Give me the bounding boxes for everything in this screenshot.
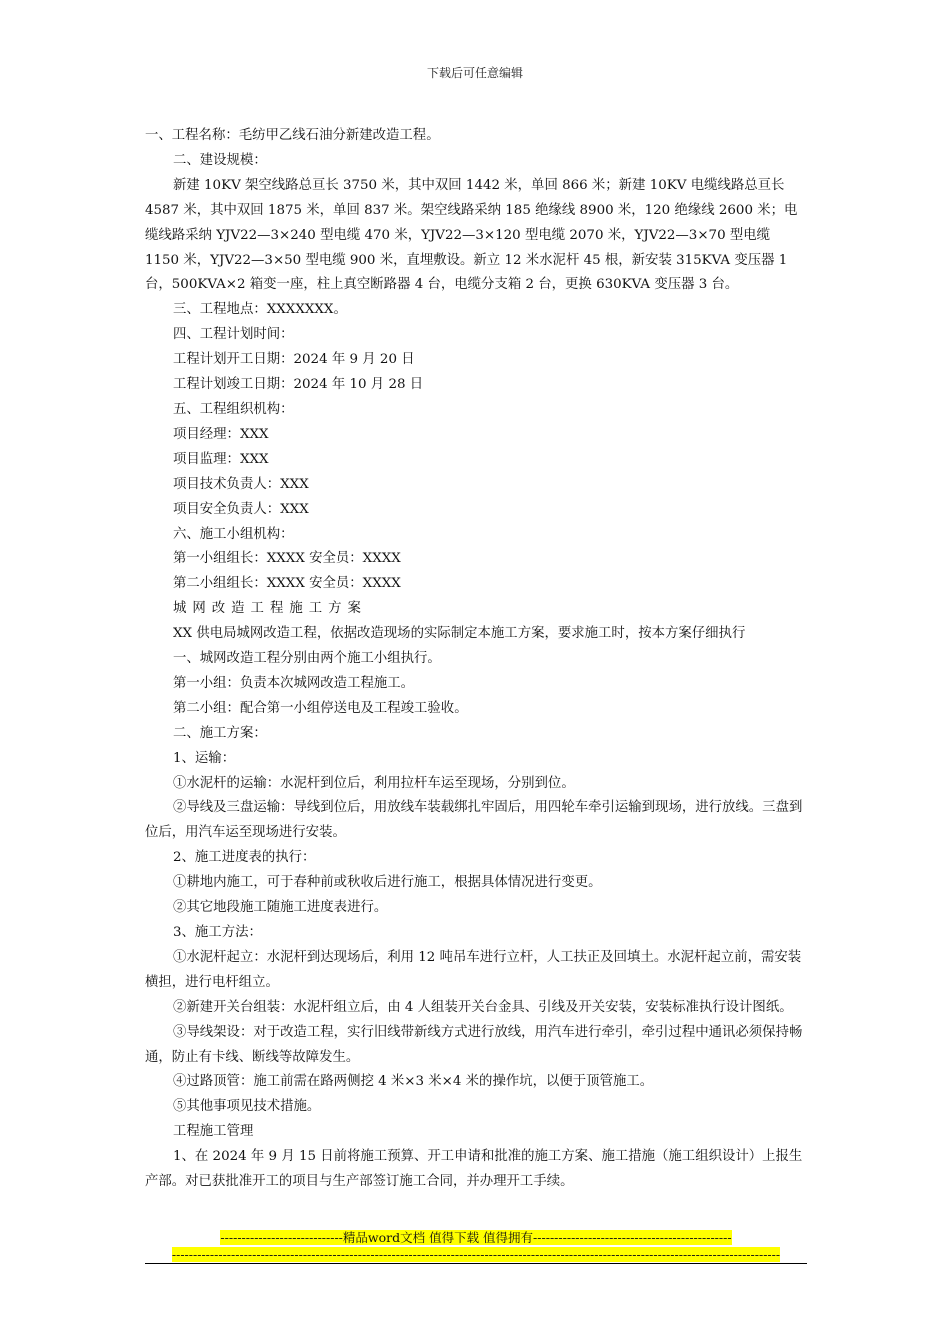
- paragraph-scale-detail: 新建 10KV 架空线路总亘长 3750 米，其中双回 1442 米，单回 866 米；新建 10KV 电缆线路总亘长 4587 米，其中双回 1875 米，单回 837 米。架空线路采纳 185 绝缘线 8900 米，120 绝缘线 2600 米；电缆线路采纳 YJV22—3×240 型电缆 470 米，YJV22—3×120 型电缆 2070 米，YJV22—3×70 型电缆 1150 米，YJV22—3×50 型电缆 900 米，直埋敷设。新立 12 米水泥杆 45 根，新安装 315KVA 变压器 1 台，500KVA×2 箱变一座，柱上真空断路器 4 台，电缆分支箱 2 台，更换 630KVA 变压器 3 台。: [145, 177, 798, 293]
- footer-banner: [145, 1228, 807, 1246]
- paragraph-heading-teams: 六、施工小组机构：: [173, 526, 294, 542]
- footer-dash-line: [145, 1246, 807, 1262]
- paragraph-heading-progress: 2、施工进度表的执行：: [173, 850, 316, 866]
- paragraph-plan-intro: XX 供电局城网改造工程，依据改造现场的实际制定本施工方案，要求施工时，按本方案仔细执行: [173, 626, 746, 642]
- paragraph-heading-transport: 1、运输：: [173, 750, 236, 766]
- paragraph-method-pole-erection: ①水泥杆起立：水泥杆到达现场后，利用 12 吨吊车进行立杆，人工扶正及回填土。水泥杆起立前，需安装横担，进行电杆组立。: [145, 949, 802, 990]
- paragraph-plan-team-one: 第一小组：负责本次城网改造工程施工。: [173, 675, 415, 691]
- paragraph-progress-other: ②其它地段施工随施工进度表进行。: [173, 900, 388, 916]
- footer-dash-text: ------------------------------------------------------------------------------------------------------------------------------------------------: [171, 1247, 781, 1262]
- paragraph-safety-lead: 项目安全负责人：XXX: [173, 501, 309, 517]
- paragraph-method-switch-assembly: ②新建开关台组装：水泥杆组立后，由 4 人组装开关台金具、引线及开关安装，安装标准执行设计图纸。: [173, 999, 793, 1015]
- paragraph-transport-poles: ①水泥杆的运输：水泥杆到位后，利用拉杆车运至现场，分别到位。: [173, 775, 575, 791]
- paragraph-method-other: ⑤其他事项见技术措施。: [173, 1099, 321, 1115]
- footer-divider: [145, 1263, 807, 1264]
- paragraph-method-pipe-jacking: ④过路顶管：施工前需在路两侧挖 4 米×3 米×4 米的操作坑，以便于顶管施工。: [173, 1074, 654, 1090]
- paragraph-method-wire-stringing: ③导线架设：对于改造工程，实行旧线带新线方式进行放线，用汽车进行牵引，牵引过程中通讯必须保持畅通，防止有卡线、断线等故障发生。: [145, 1024, 803, 1065]
- paragraph-management-item-1: 1、在 2024 年 9 月 15 日前将施工预算、开工申请和批准的施工方案、施工措施（施工组织设计）上报生产部。对已获批准开工的项目与生产部签订施工合同，并办理开工手续。: [145, 1149, 803, 1190]
- paragraph-team-two: 第二小组组长：XXXX 安全员：XXXX: [173, 576, 401, 592]
- paragraph-heading-schedule: 四、工程计划时间：: [173, 327, 294, 343]
- paragraph-heading-plan: 二、施工方案：: [173, 725, 267, 741]
- paragraph-heading-scale: 二、建设规模：: [173, 152, 267, 168]
- paragraph-heading-management: 工程施工管理: [173, 1124, 254, 1140]
- paragraph-plan-teams: 一、城网改造工程分别由两个施工小组执行。: [173, 651, 441, 667]
- footer-banner-text: -----------------------------精品word文档 值得下载 值得拥有-----------------------------------------------: [220, 1230, 732, 1245]
- paragraph-project-supervisor: 项目监理：XXX: [173, 451, 269, 467]
- paragraph-project-manager: 项目经理：XXX: [173, 426, 269, 442]
- paragraph-heading-methods: 3、施工方法：: [173, 925, 262, 940]
- paragraph-location: 三、工程地点：XXXXXXX。: [173, 302, 347, 318]
- document-body: [145, 124, 807, 1195]
- paragraph-technical-lead: 项目技术负责人：XXX: [173, 476, 309, 492]
- paragraph-heading-organization: 五、工程组织机构：: [173, 401, 294, 417]
- paragraph-project-name: 一、工程名称：毛纺甲乙线石油分新建改造工程。: [145, 128, 440, 143]
- paragraph-start-date: 工程计划开工日期：2024 年 9 月 20 日: [173, 352, 415, 368]
- page-header: 下载后可任意编辑: [426, 66, 523, 80]
- paragraph-team-one: 第一小组组长：XXXX 安全员：XXXX: [173, 551, 401, 567]
- paragraph-plan-team-two: 第二小组：配合第一小组停送电及工程竣工验收。: [173, 700, 468, 716]
- paragraph-progress-farmland: ①耕地内施工，可于春种前或秋收后进行施工，根据具体情况进行变更。: [173, 875, 602, 891]
- paragraph-end-date: 工程计划竣工日期：2024 年 10 月 28 日: [173, 377, 424, 393]
- paragraph-transport-wires: ②导线及三盘运输：导线到位后，用放线车装载绑扎牢固后，用四轮车牵引运输到现场，进行放线。三盘到位后，用汽车运至现场进行安装。: [145, 800, 803, 841]
- section-title-construction-plan: 城网改造工程施工方案: [173, 601, 367, 617]
